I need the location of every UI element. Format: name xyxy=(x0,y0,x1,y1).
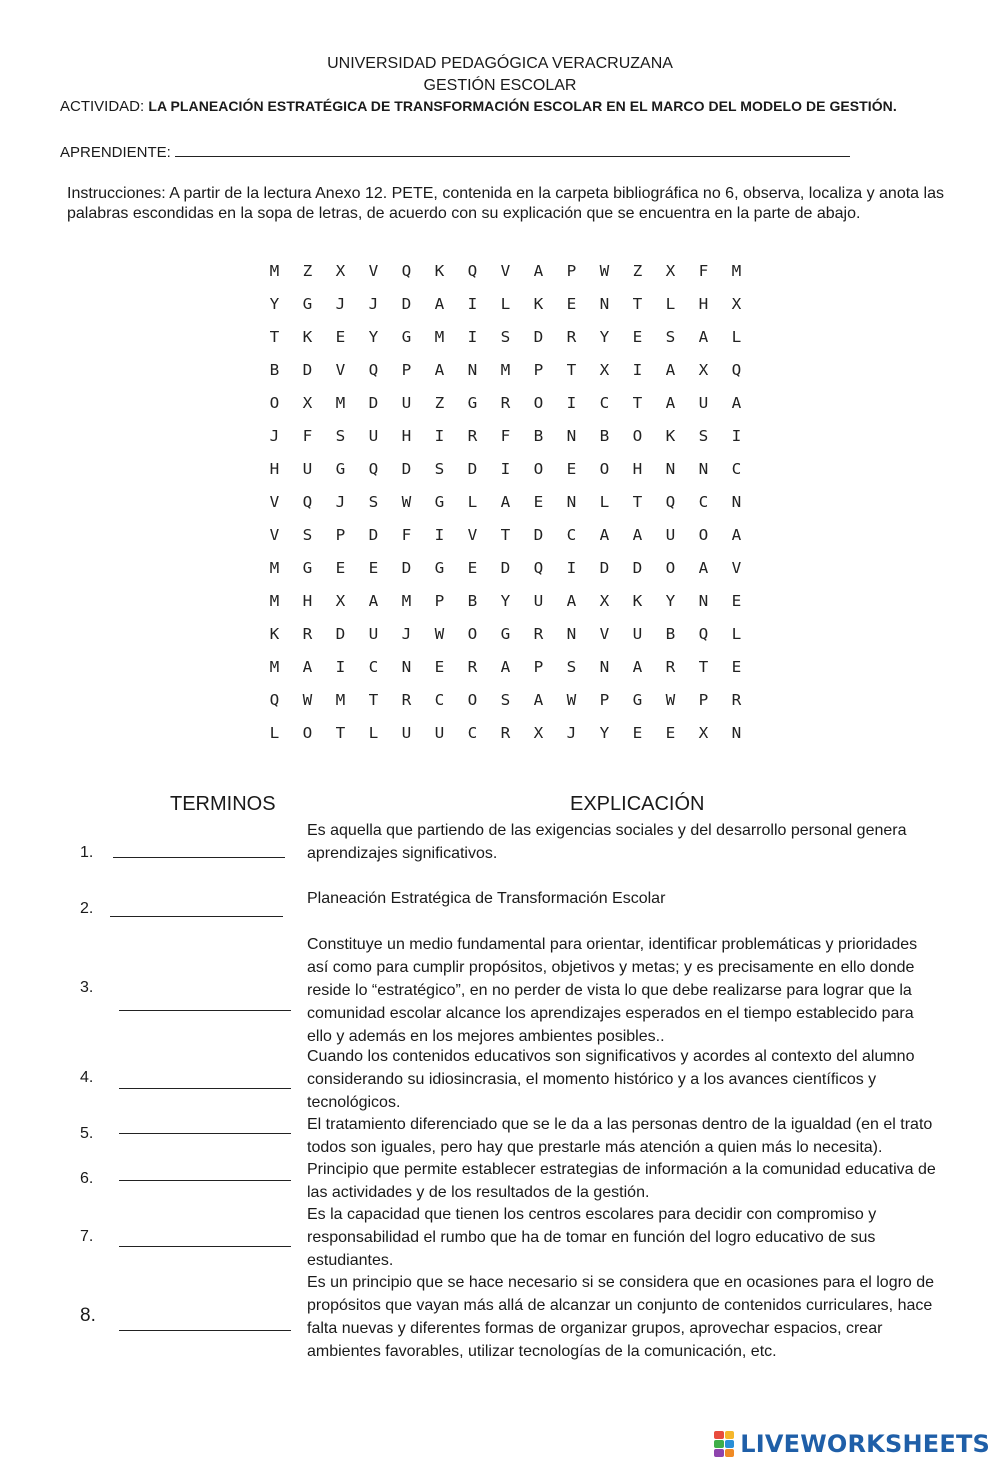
grid-cell[interactable]: R xyxy=(401,690,412,709)
grid-cell[interactable]: O xyxy=(533,393,544,412)
grid-cell[interactable]: U xyxy=(632,624,643,643)
grid-cell[interactable]: P xyxy=(533,360,544,379)
grid-row xyxy=(258,421,754,454)
grid-cell[interactable]: V xyxy=(599,624,610,643)
grid-cell[interactable]: E xyxy=(731,591,742,610)
grid-cell[interactable]: N xyxy=(698,459,709,478)
grid-cell[interactable]: P xyxy=(533,657,544,676)
grid-cell[interactable]: A xyxy=(698,558,709,577)
grid-cell[interactable]: L xyxy=(467,492,478,511)
university-name: UNIVERSIDAD PEDAGÓGICA VERACRUZANA xyxy=(327,55,673,72)
grid-cell[interactable]: Z xyxy=(302,261,313,280)
answer-blank-3[interactable] xyxy=(119,1010,291,1011)
grid-cell[interactable]: M xyxy=(731,261,742,280)
grid-cell[interactable]: J xyxy=(401,624,412,643)
grid-row xyxy=(258,586,754,619)
grid-cell[interactable]: E xyxy=(533,492,544,511)
grid-cell[interactable]: V xyxy=(335,360,346,379)
item-explanation: Constituye un medio fundamental para orientar, identificar problemáticas y prioridades así como para cumplir propósitos, objetivos y metas; y es precisamente en ello donde reside lo “estratégico”, en no perder de vista lo que debe realizarse para lograr que la comunidad escolar alcance los aprendizajes esperados en el tiempo establecido para ello y además en los mejores ambientes posibles.. xyxy=(307,936,918,1045)
grid-cell[interactable]: Z xyxy=(632,261,643,280)
grid-cell[interactable]: T xyxy=(632,393,643,412)
grid-cell[interactable]: B xyxy=(533,426,544,445)
grid-cell[interactable]: B xyxy=(269,360,280,379)
answer-blank-1[interactable] xyxy=(113,857,285,858)
grid-row xyxy=(258,685,754,718)
grid-cell[interactable]: D xyxy=(467,459,478,478)
item-number: 7. xyxy=(80,1228,94,1245)
grid-cell[interactable]: R xyxy=(302,624,313,643)
grid-cell[interactable]: E xyxy=(434,657,445,676)
grid-cell[interactable]: Q xyxy=(698,624,709,643)
grid-cell[interactable]: V xyxy=(269,525,280,544)
item-number: 6. xyxy=(80,1170,94,1187)
grid-cell[interactable]: S xyxy=(698,426,709,445)
grid-cell[interactable]: V xyxy=(368,261,379,280)
grid-cell[interactable]: A xyxy=(599,525,610,544)
grid-cell[interactable]: X xyxy=(599,591,610,610)
grid-cell[interactable]: I xyxy=(434,525,445,544)
grid-cell[interactable]: U xyxy=(302,459,313,478)
grid-cell[interactable]: P xyxy=(335,525,346,544)
grid-cell[interactable]: E xyxy=(632,723,643,742)
grid-cell[interactable]: E xyxy=(665,723,676,742)
logo-mark-icon xyxy=(714,1431,734,1457)
grid-cell[interactable]: D xyxy=(401,558,412,577)
grid-cell[interactable]: C xyxy=(698,492,709,511)
grid-cell[interactable]: F xyxy=(401,525,412,544)
grid-cell[interactable]: N xyxy=(731,492,742,511)
grid-cell[interactable]: W xyxy=(599,261,610,280)
item-explanation: Es aquella que partiendo de las exigencias sociales y del desarrollo personal genera aprendizajes significativos. xyxy=(307,822,907,862)
item-explanation: Es un principio que se hace necesario si se considera que en ocasiones para el logro de propósitos que vayan más allá de alcanzar un conjunto de contenidos curriculares, hace falta nuevas y diferentes formas de organizar grupos, aprovechar espacios, crear ambientes favorables, utilizar tecnologías de la comunicación, etc. xyxy=(307,1274,935,1360)
grid-cell[interactable]: N xyxy=(599,657,610,676)
grid-cell[interactable]: D xyxy=(335,624,346,643)
grid-cell[interactable]: Y xyxy=(368,327,379,346)
grid-cell[interactable]: E xyxy=(467,558,478,577)
instructions: Instrucciones: A partir de la lectura Anexo 12. PETE, contenida en la carpeta bibliográfica no 6, observa, localiza y anota las palabras escondidas en la sopa de letras, de acuerdo con su explicación que se encuentra en la parte de abajo. xyxy=(67,185,944,222)
grid-cell[interactable]: I xyxy=(566,393,577,412)
grid-cell[interactable]: C xyxy=(434,690,445,709)
grid-cell[interactable]: D xyxy=(632,558,643,577)
grid-cell[interactable]: X xyxy=(698,723,709,742)
grid-cell[interactable]: A xyxy=(698,327,709,346)
grid-cell[interactable]: N xyxy=(665,459,676,478)
grid-cell[interactable]: U xyxy=(698,393,709,412)
grid-cell[interactable]: B xyxy=(665,624,676,643)
grid-cell[interactable]: C xyxy=(731,459,742,478)
grid-cell[interactable]: O xyxy=(269,393,280,412)
grid-cell[interactable]: W xyxy=(566,690,577,709)
grid-cell[interactable]: V xyxy=(467,525,478,544)
grid-cell[interactable]: Q xyxy=(731,360,742,379)
grid-cell[interactable]: U xyxy=(401,393,412,412)
grid-cell[interactable]: N xyxy=(467,360,478,379)
answer-blank-6[interactable] xyxy=(119,1180,291,1181)
grid-cell[interactable]: D xyxy=(599,558,610,577)
grid-cell[interactable]: Q xyxy=(368,459,379,478)
grid-cell[interactable]: N xyxy=(401,657,412,676)
grid-cell[interactable]: O xyxy=(302,723,313,742)
grid-cell[interactable]: R xyxy=(665,657,676,676)
grid-cell[interactable]: B xyxy=(467,591,478,610)
grid-cell[interactable]: G xyxy=(335,459,346,478)
grid-cell[interactable]: S xyxy=(434,459,445,478)
grid-cell[interactable]: L xyxy=(665,294,676,313)
item-number: 8. xyxy=(80,1305,96,1326)
grid-cell[interactable]: W xyxy=(401,492,412,511)
grid-cell[interactable]: J xyxy=(368,294,379,313)
grid-cell[interactable]: E xyxy=(566,294,577,313)
grid-cell[interactable]: J xyxy=(269,426,280,445)
grid-row xyxy=(258,652,754,685)
grid-cell[interactable]: S xyxy=(665,327,676,346)
grid-cell[interactable]: A xyxy=(533,690,544,709)
grid-cell[interactable]: J xyxy=(566,723,577,742)
liveworksheets-logo xyxy=(714,1430,990,1458)
grid-cell[interactable]: O xyxy=(632,426,643,445)
grid-cell[interactable]: T xyxy=(566,360,577,379)
grid-cell[interactable]: H xyxy=(302,591,313,610)
grid-cell[interactable]: O xyxy=(698,525,709,544)
grid-cell[interactable]: H xyxy=(698,294,709,313)
grid-row xyxy=(258,553,754,586)
grid-cell[interactable]: A xyxy=(632,525,643,544)
grid-cell[interactable]: A xyxy=(665,393,676,412)
grid-cell[interactable]: S xyxy=(302,525,313,544)
grid-cell[interactable]: L xyxy=(500,294,511,313)
grid-cell[interactable]: Y xyxy=(500,591,511,610)
grid-cell[interactable]: R xyxy=(467,426,478,445)
grid-cell[interactable]: A xyxy=(731,525,742,544)
grid-cell[interactable]: Q xyxy=(401,261,412,280)
grid-cell[interactable]: I xyxy=(500,459,511,478)
grid-cell[interactable]: U xyxy=(434,723,445,742)
grid-cell[interactable]: D xyxy=(368,525,379,544)
grid-cell[interactable]: O xyxy=(533,459,544,478)
grid-cell[interactable]: D xyxy=(401,294,412,313)
grid-cell[interactable]: U xyxy=(368,426,379,445)
brand-name: LIVEWORKSHEETS xyxy=(740,1430,990,1458)
grid-cell[interactable]: P xyxy=(599,690,610,709)
grid-cell[interactable]: U xyxy=(368,624,379,643)
grid-cell[interactable]: G xyxy=(632,690,643,709)
grid-cell[interactable]: R xyxy=(467,657,478,676)
grid-cell[interactable]: E xyxy=(632,327,643,346)
activity-title: LA PLANEACIÓN ESTRATÉGICA DE TRANSFORMACIÓN ESCOLAR EN EL MARCO DEL MODELO DE GESTIÓN. xyxy=(148,98,897,114)
apprentice-label: APRENDIENTE: xyxy=(60,144,171,161)
grid-cell[interactable]: K xyxy=(665,426,676,445)
grid-cell[interactable]: D xyxy=(500,558,511,577)
grid-cell[interactable]: V xyxy=(500,261,511,280)
grid-cell[interactable]: E xyxy=(566,459,577,478)
grid-cell[interactable]: K xyxy=(533,294,544,313)
grid-cell[interactable]: G xyxy=(467,393,478,412)
grid-row xyxy=(258,619,754,652)
grid-cell[interactable]: Z xyxy=(434,393,445,412)
grid-cell[interactable]: M xyxy=(269,591,280,610)
grid-cell[interactable]: X xyxy=(335,591,346,610)
grid-cell[interactable]: N xyxy=(566,624,577,643)
grid-cell[interactable]: I xyxy=(467,294,478,313)
grid-row xyxy=(258,388,754,421)
grid-cell[interactable]: G xyxy=(434,558,445,577)
grid-cell[interactable]: K xyxy=(269,624,280,643)
answer-blank-7[interactable] xyxy=(119,1246,291,1247)
grid-cell[interactable]: P xyxy=(698,690,709,709)
grid-cell[interactable]: L xyxy=(731,327,742,346)
grid-cell[interactable]: A xyxy=(302,657,313,676)
grid-cell[interactable]: F xyxy=(500,426,511,445)
grid-cell[interactable]: F xyxy=(698,261,709,280)
grid-cell[interactable]: C xyxy=(368,657,379,676)
grid-cell[interactable]: A xyxy=(665,360,676,379)
activity-label: ACTIVIDAD: xyxy=(60,98,145,115)
grid-cell[interactable]: G xyxy=(500,624,511,643)
grid-cell[interactable]: O xyxy=(599,459,610,478)
grid-cell[interactable]: M xyxy=(269,261,280,280)
answer-blank-2[interactable] xyxy=(110,916,283,917)
grid-cell[interactable]: I xyxy=(731,426,742,445)
grid-cell[interactable]: V xyxy=(269,492,280,511)
item-number: 4. xyxy=(80,1069,94,1086)
grid-cell[interactable]: L xyxy=(599,492,610,511)
grid-cell[interactable]: M xyxy=(269,657,280,676)
grid-cell[interactable]: N xyxy=(731,723,742,742)
grid-cell[interactable]: B xyxy=(599,426,610,445)
grid-cell[interactable]: V xyxy=(731,558,742,577)
grid-cell[interactable]: Q xyxy=(467,261,478,280)
grid-cell[interactable]: R xyxy=(500,723,511,742)
grid-cell[interactable]: R xyxy=(533,624,544,643)
grid-cell[interactable]: Y xyxy=(599,723,610,742)
grid-row xyxy=(258,454,754,487)
grid-cell[interactable]: W xyxy=(665,690,676,709)
answer-blank-5[interactable] xyxy=(119,1133,291,1134)
grid-cell[interactable]: F xyxy=(302,426,313,445)
grid-cell[interactable]: G xyxy=(434,492,445,511)
grid-cell[interactable]: N xyxy=(599,294,610,313)
grid-cell[interactable]: J xyxy=(335,492,346,511)
grid-cell[interactable]: W xyxy=(434,624,445,643)
grid-cell[interactable]: Q xyxy=(368,360,379,379)
grid-cell[interactable]: L xyxy=(731,624,742,643)
grid-cell[interactable]: I xyxy=(434,426,445,445)
grid-cell[interactable]: Q xyxy=(269,690,280,709)
grid-cell[interactable]: D xyxy=(368,393,379,412)
grid-cell[interactable]: U xyxy=(401,723,412,742)
answer-blank-8[interactable] xyxy=(119,1330,291,1331)
activity-line xyxy=(60,98,897,115)
grid-row xyxy=(258,520,754,553)
grid-cell[interactable]: T xyxy=(500,525,511,544)
grid-cell[interactable]: G xyxy=(302,558,313,577)
grid-row xyxy=(258,718,754,751)
grid-cell[interactable]: O xyxy=(467,690,478,709)
grid-cell[interactable]: H xyxy=(401,426,412,445)
grid-cell[interactable]: K xyxy=(434,261,445,280)
grid-cell[interactable]: M xyxy=(335,690,346,709)
grid-cell[interactable]: K xyxy=(632,591,643,610)
item-explanation: Principio que permite establecer estrategias de información a la comunidad educativa de las actividades y de los resultados de la gestión. xyxy=(307,1161,936,1201)
grid-cell[interactable]: Y xyxy=(269,294,280,313)
item-number: 2. xyxy=(80,900,94,917)
grid-cell[interactable]: E xyxy=(368,558,379,577)
grid-cell[interactable]: O xyxy=(665,558,676,577)
grid-cell[interactable]: G xyxy=(302,294,313,313)
grid-row xyxy=(258,256,754,289)
grid-cell[interactable]: A xyxy=(434,294,445,313)
grid-cell[interactable]: Q xyxy=(665,492,676,511)
grid-cell[interactable]: X xyxy=(599,360,610,379)
grid-cell[interactable]: A xyxy=(500,492,511,511)
terms-heading: TERMINOS xyxy=(170,793,276,815)
grid-cell[interactable]: P xyxy=(434,591,445,610)
grid-cell[interactable]: X xyxy=(335,261,346,280)
grid-cell[interactable]: P xyxy=(566,261,577,280)
explanation-heading: EXPLICACIÓN xyxy=(570,793,705,815)
item-explanation: El tratamiento diferenciado que se le da a las personas dentro de la igualdad (en el trato todos son iguales, pero hay que prestarle más atención a quien más lo necesita). xyxy=(307,1116,933,1156)
grid-cell[interactable]: A xyxy=(533,261,544,280)
word-search-grid[interactable] xyxy=(258,256,754,751)
apprentice-name-field[interactable] xyxy=(175,142,850,157)
subject-name: GESTIÓN ESCOLAR xyxy=(423,77,577,94)
grid-cell[interactable]: O xyxy=(467,624,478,643)
grid-cell[interactable]: P xyxy=(401,360,412,379)
grid-cell[interactable]: A xyxy=(368,591,379,610)
grid-cell[interactable]: X xyxy=(665,261,676,280)
grid-cell[interactable]: E xyxy=(731,657,742,676)
grid-cell[interactable]: A xyxy=(731,393,742,412)
grid-row xyxy=(258,487,754,520)
item-number: 1. xyxy=(80,844,94,861)
grid-cell[interactable]: M xyxy=(335,393,346,412)
grid-cell[interactable]: I xyxy=(566,558,577,577)
grid-cell[interactable]: I xyxy=(335,657,346,676)
grid-cell[interactable]: S xyxy=(368,492,379,511)
grid-cell[interactable]: N xyxy=(566,426,577,445)
grid-cell[interactable]: N xyxy=(566,492,577,511)
grid-cell[interactable]: A xyxy=(500,657,511,676)
grid-cell[interactable]: D xyxy=(533,525,544,544)
grid-cell[interactable]: C xyxy=(566,525,577,544)
grid-cell[interactable]: I xyxy=(632,360,643,379)
grid-cell[interactable]: X xyxy=(731,294,742,313)
grid-cell[interactable]: M xyxy=(401,591,412,610)
item-number: 3. xyxy=(80,979,94,996)
grid-cell[interactable]: Q xyxy=(533,558,544,577)
grid-cell[interactable]: D xyxy=(401,459,412,478)
item-explanation: Es la capacidad que tienen los centros escolares para decidir con compromiso y responsabilidad el rumbo que ha de tomar en función del logro educativo de sus estudiantes. xyxy=(307,1206,877,1269)
grid-cell[interactable]: L xyxy=(269,723,280,742)
grid-cell[interactable]: Y xyxy=(599,327,610,346)
grid-cell[interactable]: L xyxy=(368,723,379,742)
grid-cell[interactable]: Y xyxy=(665,591,676,610)
grid-cell[interactable]: M xyxy=(500,360,511,379)
grid-cell[interactable]: D xyxy=(533,327,544,346)
item-explanation: Cuando los contenidos educativos son significativos y acordes al contexto del alumno considerando su idiosincrasia, el momento histórico y a los avances científicos y tecnológicos. xyxy=(307,1048,915,1111)
grid-cell[interactable]: C xyxy=(599,393,610,412)
grid-cell[interactable]: X xyxy=(698,360,709,379)
grid-cell[interactable]: T xyxy=(269,327,280,346)
grid-cell[interactable]: A xyxy=(566,591,577,610)
grid-cell[interactable]: W xyxy=(302,690,313,709)
grid-cell[interactable]: Q xyxy=(302,492,313,511)
grid-cell[interactable]: S xyxy=(500,327,511,346)
apprentice-line xyxy=(60,142,850,161)
grid-row xyxy=(258,355,754,388)
grid-cell[interactable]: U xyxy=(533,591,544,610)
grid-cell[interactable]: E xyxy=(335,558,346,577)
grid-cell[interactable]: X xyxy=(302,393,313,412)
grid-cell[interactable]: M xyxy=(434,327,445,346)
grid-cell[interactable]: H xyxy=(269,459,280,478)
grid-cell[interactable]: S xyxy=(566,657,577,676)
grid-cell[interactable]: H xyxy=(632,459,643,478)
grid-cell[interactable]: K xyxy=(302,327,313,346)
grid-cell[interactable]: E xyxy=(335,327,346,346)
grid-row xyxy=(258,289,754,322)
item-number: 5. xyxy=(80,1125,94,1142)
grid-cell[interactable]: D xyxy=(302,360,313,379)
grid-cell[interactable]: T xyxy=(632,294,643,313)
grid-cell[interactable]: T xyxy=(368,690,379,709)
grid-cell[interactable]: J xyxy=(335,294,346,313)
grid-cell[interactable]: U xyxy=(665,525,676,544)
grid-cell[interactable]: I xyxy=(467,327,478,346)
item-explanation: Planeación Estratégica de Transformación Escolar xyxy=(307,890,666,907)
grid-cell[interactable]: S xyxy=(335,426,346,445)
grid-row xyxy=(258,322,754,355)
grid-cell[interactable]: S xyxy=(500,690,511,709)
grid-cell[interactable]: M xyxy=(269,558,280,577)
grid-cell[interactable]: T xyxy=(632,492,643,511)
grid-cell[interactable]: C xyxy=(467,723,478,742)
grid-cell[interactable]: G xyxy=(401,327,412,346)
grid-cell[interactable]: R xyxy=(566,327,577,346)
grid-cell[interactable]: T xyxy=(698,657,709,676)
grid-cell[interactable]: A xyxy=(434,360,445,379)
answer-blank-4[interactable] xyxy=(119,1088,291,1089)
grid-cell[interactable]: T xyxy=(335,723,346,742)
grid-cell[interactable]: N xyxy=(698,591,709,610)
grid-cell[interactable]: R xyxy=(500,393,511,412)
grid-cell[interactable]: X xyxy=(533,723,544,742)
grid-cell[interactable]: R xyxy=(731,690,742,709)
grid-cell[interactable]: A xyxy=(632,657,643,676)
